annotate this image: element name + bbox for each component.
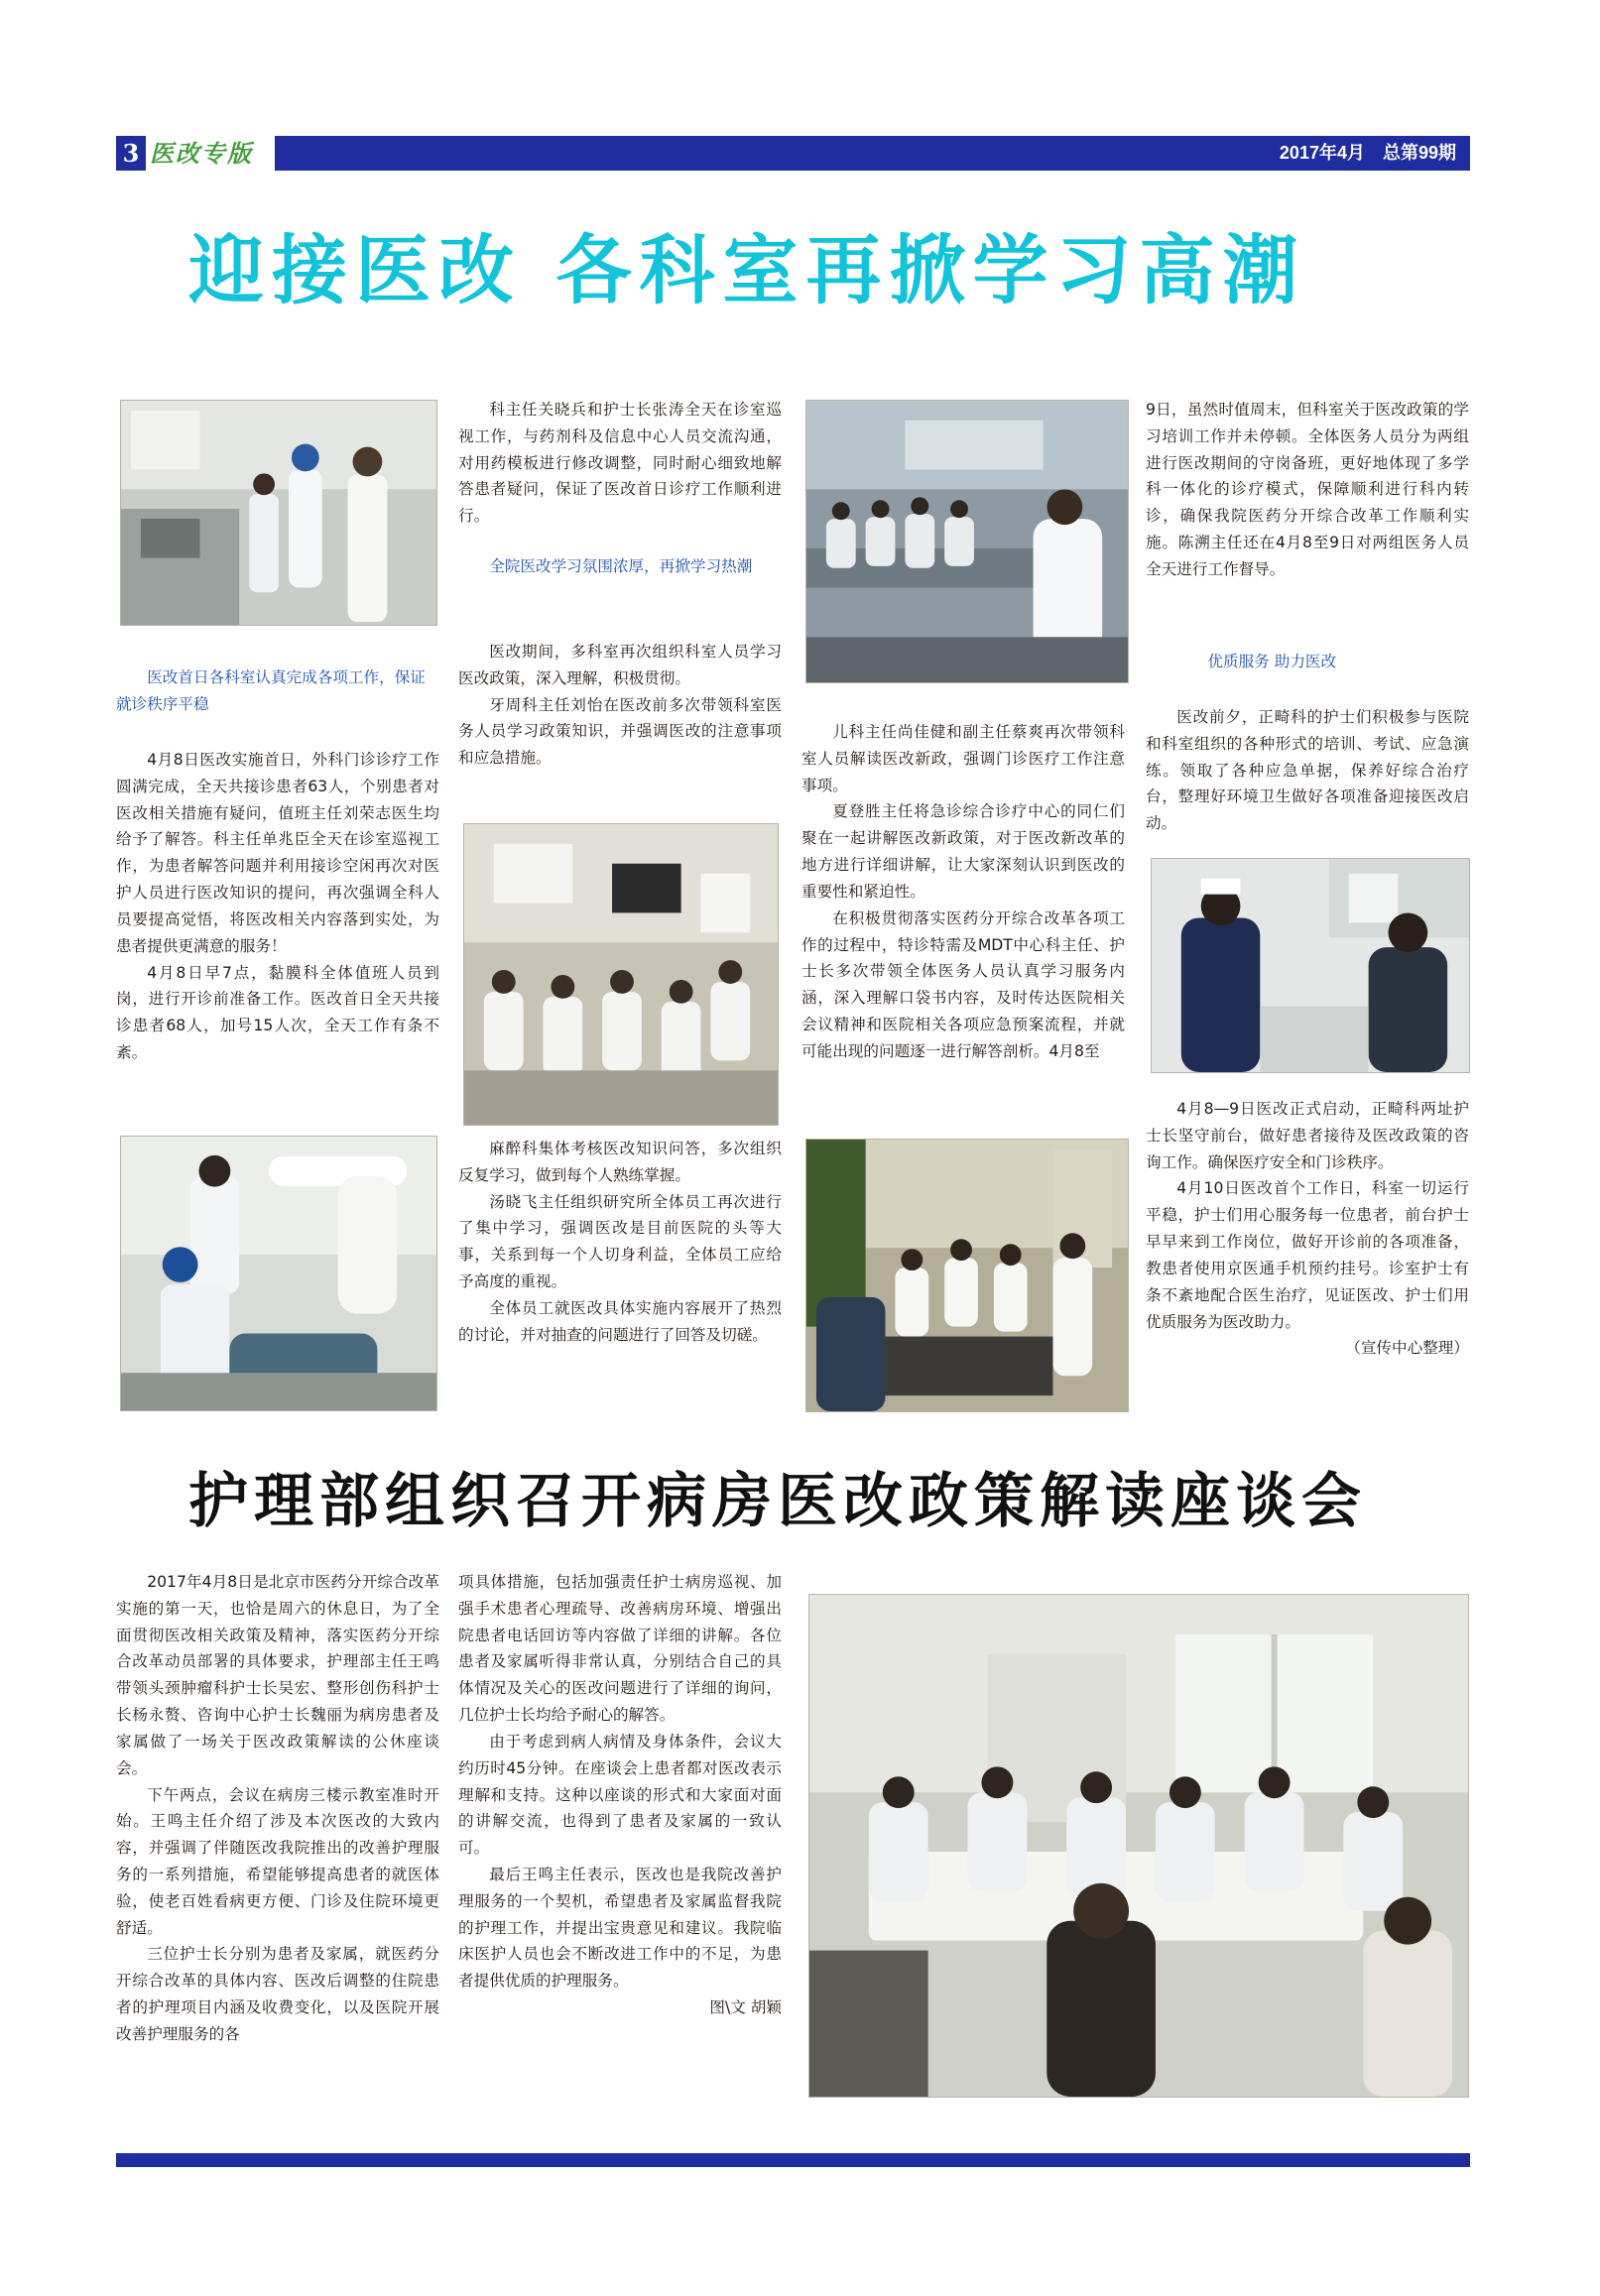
paragraph: 由于考虑到病人病情及身体条件，会议大约历时45分钟。在座谈会上患者都对医改表示理解和支持。这种以座谈的形式和大家面对面的讲解交流，也得到了患者及家属的一致认可。 bbox=[458, 1732, 782, 1858]
article1-title: 迎接医改 各科室再掀学习高潮 bbox=[188, 226, 1306, 314]
photo-staff-training bbox=[463, 823, 779, 1126]
paragraph: 在积极贯彻落实医药分开综合改革各项工作的过程中，特诊特需及MDT中心科主任、护士长多次带领全体医务人员认真学习服务内涵，深入理解口袋书内容，及时传达医院相关会议精神和医院相关各项应急预案流程，并就可能出现的问题逐一进行解答剖析。4月8至 bbox=[801, 908, 1125, 1060]
paragraph: 全体员工就医改具体实施内容展开了热烈的讨论，并对抽查的问题进行了回答及切磋。 bbox=[458, 1298, 782, 1344]
section-name: 医改专版 bbox=[150, 139, 253, 168]
paragraph: 医改期间，多科室再次组织科室人员学习医改政策，深入理解，积极贯彻。 bbox=[458, 643, 782, 687]
paragraph: 麻醉科集体考核医改知识问答，多次组织反复学习，做到每个人熟练掌握。 bbox=[458, 1140, 782, 1184]
issue-info: 2017年4月 总第99期 bbox=[1279, 143, 1456, 163]
page-number: 3 bbox=[116, 136, 146, 171]
article2-col1 bbox=[116, 1569, 439, 2048]
paragraph: 儿科主任尚佳健和副主任蔡爽再次带领科室人员解读医改新政，强调门诊医疗工作注意事项。 bbox=[801, 723, 1125, 794]
paragraph: 医改前夕，正畸科的护士们积极参与医院和科室组织的各种形式的培训、考试、应急演练。领取了各种应急单据，保养好综合治疗台，整理好环境卫生做好各项准备迎接医改启动。 bbox=[1146, 708, 1469, 833]
photo-clinic-inspection bbox=[120, 400, 437, 626]
photo-meeting-room bbox=[805, 1139, 1129, 1412]
article1-col1 bbox=[116, 747, 439, 1066]
article1-col2-mid bbox=[458, 639, 782, 772]
photo-front-desk bbox=[1151, 858, 1470, 1073]
article1-col2-top bbox=[458, 397, 782, 530]
paragraph: 项具体措施，包括加强责任护士病房巡视、加强手术患者心理疏导、改善病房环境、增强出院患者电话回访等内容做了详细的讲解。各位患者及家属听得非常认真，分别结合自己的具体情况及关心的医改问题进行了详细的询问，几位护士长均给予耐心的解答。 bbox=[458, 1573, 782, 1725]
article2-col2 bbox=[458, 1569, 782, 2021]
paragraph: 4月8日早7点，黏膜科全体值班人员到岗，进行开诊前准备工作。医改首日全天共接诊患者68人，加号15人次，全天工作有条不紊。 bbox=[116, 963, 439, 1061]
paragraph: 下午两点，会议在病房三楼示教室准时开始。王鸣主任介绍了涉及本次医改的大致内容，并强调了伴随医改我院推出的改善护理服务的一系列措施，希望能够提高患者的就医体验，使老百姓看病更方便、门诊及住院环境更舒适。 bbox=[116, 1785, 439, 1937]
credit: 图\文 胡颖 bbox=[709, 1998, 782, 2016]
photo-seminar bbox=[805, 400, 1129, 683]
masthead-bar bbox=[275, 136, 1470, 171]
article2-title: 护理部组织召开病房医改政策解读座谈会 bbox=[188, 1467, 1367, 1536]
paragraph: 9日，虽然时值周末，但科室关于医改政策的学习培训工作并未停顿。全体医务人员分为两组进行医改期间的守岗备班，更好地体现了多学科一体化的诊疗模式，保障顺利进行科内转诊，确保我院医药分开综合改革工作顺利实施。陈溯主任还在4月8至9日对两组医务人员全天进行工作督导。 bbox=[1146, 401, 1469, 578]
subhead-study-atmosphere: 全院医改学习氛围浓厚，再掀学习热潮 bbox=[489, 557, 753, 575]
masthead bbox=[116, 136, 1470, 171]
paragraph: 4月8日医改实施首日，外科门诊诊疗工作圆满完成，全天共接诊患者63人，个别患者对医改相关措施有疑问，值班主任刘荣志医生均给予了解答。科主任单兆臣全天在诊室巡视工作，为患者解答问题并利用接诊空闲再次对医护人员进行医改知识的提问，再次强调全科人员要提高觉悟，将医改相关内容落到实处，为患者提供更满意的服务！ bbox=[116, 751, 439, 955]
article1-col3 bbox=[801, 719, 1125, 1065]
paragraph: 最后王鸣主任表示，医改也是我院改善护理服务的一个契机，希望患者及家属监督我院的护理工作，并提出宝贵意见和建议。我院临床医护人员也会不断改进工作中的不足，为患者提供优质的护理服务。 bbox=[458, 1865, 782, 1991]
article1-col4-mid bbox=[1146, 704, 1469, 837]
photo-dental-chair bbox=[120, 1136, 437, 1411]
paragraph: 三位护士长分别为患者及家属，就医药分开综合改革的具体内容、医改后调整的住院患者的护理项目内涵及收费变化，以及医院开展改善护理服务的各 bbox=[116, 1945, 439, 2043]
article1-col4-top bbox=[1146, 397, 1469, 583]
footer-bar bbox=[116, 2153, 1470, 2167]
paragraph: 牙周科主任刘怡在医改前多次带领科室医务人员学习政策知识，并强调医改的注意事项和应急措施。 bbox=[458, 695, 782, 768]
photo-ward-seminar bbox=[808, 1594, 1469, 2098]
article1-col4-bottom bbox=[1146, 1096, 1469, 1362]
paragraph: 2017年4月8日是北京市医药分开综合改革实施的第一天，也恰是周六的休息日，为了全面贯彻医改相关政策及精神，落实医药分开综合改革动员部署的具体要求，护理部主任王鸣带领头颈肿瘤科护士长吴宏、整形创伤科护士长杨永赘、咨询中心护士长魏丽为病房患者及家属做了一场关于医改政策解读的公休座谈会。 bbox=[116, 1573, 439, 1777]
paragraph: 夏登胜主任将急诊综合诊疗中心的同仁们聚在一起讲解医改新政策，对于医改新改革的地方进行详细讲解，让大家深刻认识到医改的重要性和紧迫性。 bbox=[801, 802, 1125, 901]
caption-photo1: 医改首日各科室认真完成各项工作，保证就诊秩序平稳 bbox=[116, 668, 426, 713]
credit: （宣传中心整理） bbox=[1345, 1339, 1469, 1358]
paragraph: 4月8—9日医改正式启动，正畸科两址护士长坚守前台，做好患者接待及医改政策的咨询工作。确保医疗安全和门诊秩序。 bbox=[1146, 1100, 1469, 1171]
article1-col2-bottom bbox=[458, 1136, 782, 1349]
subhead-quality-service: 优质服务 助力医改 bbox=[1207, 653, 1337, 670]
paragraph: 科主任关晓兵和护士长张涛全天在诊室巡视工作，与药剂科及信息中心人员交流沟通，对用药模板进行修改调整，同时耐心细致地解答患者疑问，保证了医改首日诊疗工作顺利进行。 bbox=[458, 401, 782, 526]
paragraph: 汤晓飞主任组织研究所全体员工再次进行了集中学习，强调医改是目前医院的头等大事，关系到每一个人切身利益，全体员工应给予高度的重视。 bbox=[458, 1192, 782, 1291]
paragraph: 4月10日医改首个工作日，科室一切运行平稳，护士们用心服务每一位患者，前台护士早早来到工作岗位，做好开诊前的各项准备，教患者使用京医通手机预约挂号。诊室护士有条不紊地配合医生治疗，见证医改、护士们用优质服务为医改助力。 bbox=[1146, 1179, 1469, 1331]
